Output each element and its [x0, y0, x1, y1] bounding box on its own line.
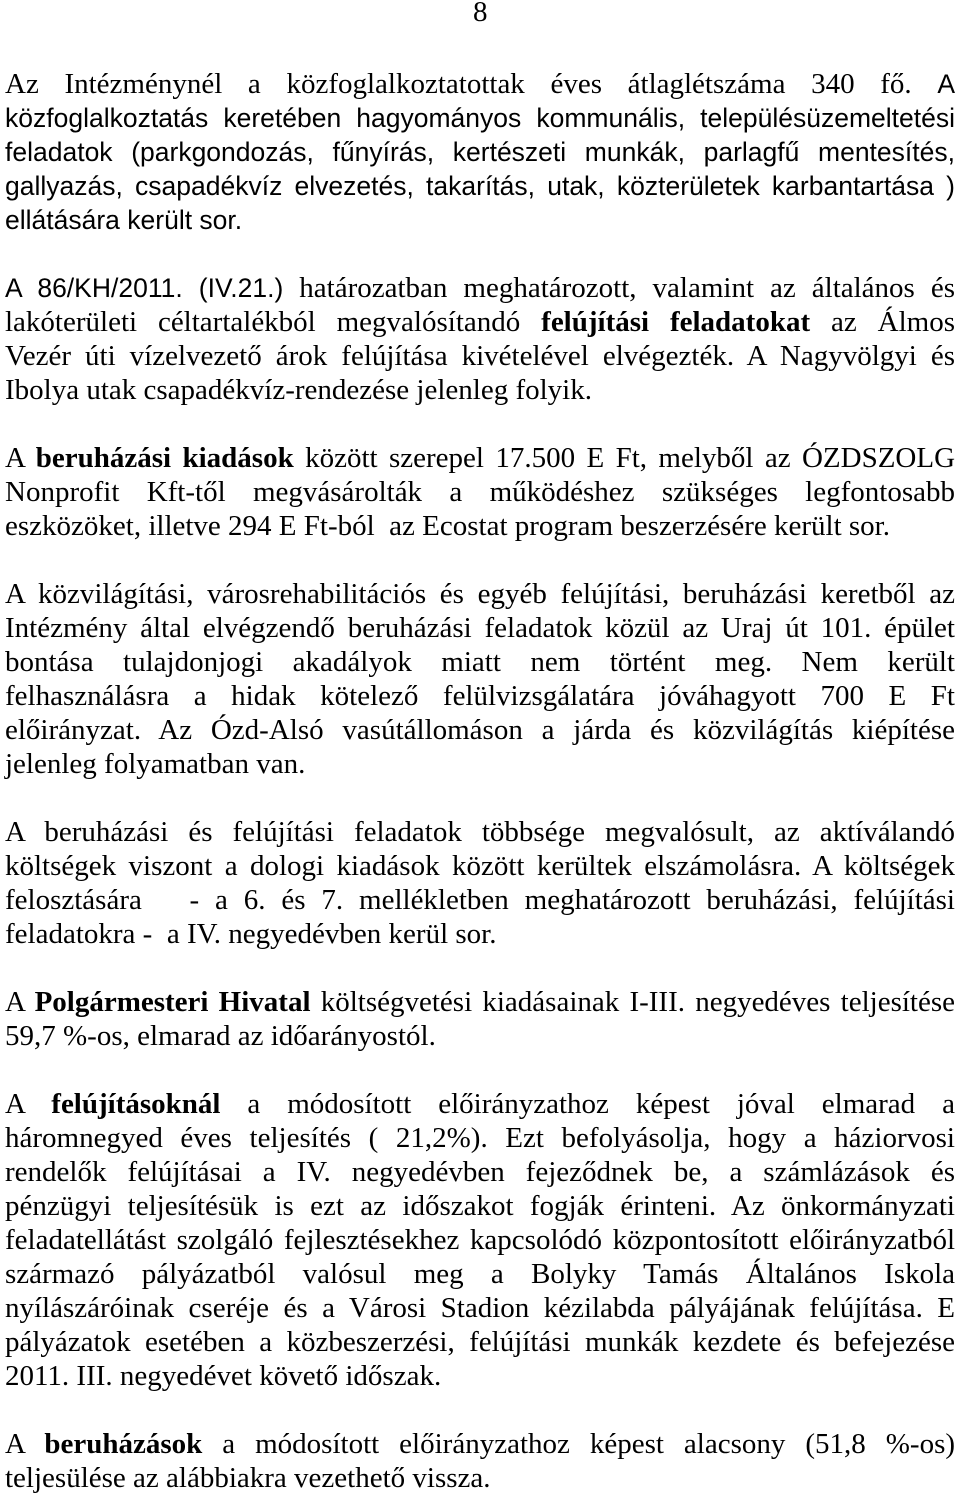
text-run: A 86/KH/2011. (IV.21.) [5, 273, 284, 303]
text-line [5, 747, 955, 781]
bold-text: felújításoknál [51, 1088, 221, 1120]
text-run: pénzügyi teljesítésük is ezt az időszakot fogják érinteni. Az önkormányzati [5, 1190, 955, 1222]
text-line [5, 1427, 955, 1461]
text-run: felhasználásra a hidak kötelező felülvizsgálatára jóváhagyott 700 E Ft [5, 680, 955, 712]
text-run: jelenleg folyamatban van. [5, 748, 306, 780]
text-line [5, 679, 955, 713]
text-line [5, 883, 955, 917]
text-run: Ibolya utak csapadékvíz-rendezése jelenleg folyik. [5, 374, 592, 406]
text-line [5, 849, 955, 883]
text-line [5, 271, 955, 305]
text-run: A [5, 1428, 25, 1460]
text-line [5, 577, 955, 611]
text-line [5, 135, 955, 169]
text-run: bontása tulajdonjogi akadályok miatt nem történt meg. Nem került [5, 646, 955, 678]
text-line [5, 373, 955, 407]
text-run: ellátására került sor. [5, 205, 243, 235]
text-run: háromnegyed éves teljesítés ( 21,2%). Ezt befolyásolja, hogy a háziorvosi [5, 1122, 955, 1154]
text-run: 2011. III. negyedévet követő időszak. [5, 1360, 442, 1392]
text-line [5, 1189, 955, 1223]
text-line [5, 475, 955, 509]
paragraph-renovations [5, 1087, 955, 1393]
text-line [5, 1087, 955, 1121]
paragraph-mayors-office [5, 985, 955, 1053]
text-line [5, 509, 955, 543]
text-line [5, 305, 955, 339]
text-run: a módosított előirányzathoz képest jóval elmarad a [247, 1088, 955, 1120]
document-page [5, 67, 955, 1495]
text-run: A [5, 442, 25, 474]
text-run: A [5, 1088, 25, 1120]
text-line [5, 985, 955, 1019]
text-run: Az Intézménynél a közfoglalkoztatottak éves átlaglétszáma 340 fő. [5, 68, 912, 100]
bold-text: Polgármesteri Hivatal [34, 986, 311, 1018]
text-run: között szerepel 17.500 E Ft, melyből az ÓZDSZOLG [305, 442, 956, 474]
paragraph-investment-expenditures [5, 441, 955, 543]
text-line [5, 67, 955, 101]
text-line [5, 203, 955, 237]
text-line [5, 441, 955, 475]
text-line [5, 1223, 955, 1257]
text-run: 59,7 %-os, elmarad az időarányostól. [5, 1020, 436, 1052]
text-run: pályázatok esetében a közbeszerzési, felújítási munkák kezdete és befejezése [5, 1326, 955, 1358]
text-run: rendelők felújításai a IV. negyedévben fejeződnek be, a számlázások és [5, 1156, 955, 1188]
text-run: feladatok (parkgondozás, fűnyírás, kertészeti munkák, parlagfű mentesítés, [5, 137, 955, 167]
text-line [5, 1257, 955, 1291]
text-line [5, 1461, 955, 1495]
text-run: Nonprofit Kft-től megvásárolták a működéshez szükséges legfontosabb [5, 476, 955, 508]
text-line [5, 339, 955, 373]
paragraph-renovation-tasks [5, 271, 955, 407]
text-line [5, 1291, 955, 1325]
text-run: feladatokra - a IV. negyedévben kerül sor. [5, 918, 497, 950]
text-run: A [5, 986, 25, 1018]
text-run: közfoglalkoztatás keretében hagyományos kommunális, településüzemeltetési [5, 103, 955, 133]
text-run: előirányzat. Az Ózd-Alsó vasútállomáson a járda és közvilágítás kiépítése [5, 714, 955, 746]
text-run: a módosított előirányzathoz képest alacsony (51,8 %-os) [222, 1428, 956, 1460]
text-line [5, 815, 955, 849]
text-run: költségek viszont a dologi kiadások között kerültek elszámolásra. A költségek [5, 850, 955, 882]
text-run: Vezér úti vízelvezető árok felújítása kivételével elvégezték. A Nagyvölgyi és [5, 340, 955, 372]
text-run: határozatban meghatározott, valamint az általános és [299, 272, 955, 304]
text-line [5, 1325, 955, 1359]
text-run: költségvetési kiadásainak I-III. negyedéves teljesítése [320, 986, 956, 1018]
paragraph-capitalized-costs [5, 815, 955, 951]
paragraph-public-works-staff [5, 67, 955, 237]
paragraph-investments [5, 1427, 955, 1495]
text-run: feladatellátást szolgáló fejlesztésekhez kapcsolódó központosított előirányzatból [5, 1224, 955, 1256]
page-number: 8 [473, 0, 488, 28]
text-line [5, 713, 955, 747]
text-run: Intézmény által elvégzendő beruházási feladatok közül az Uraj út 101. épület [5, 612, 955, 644]
text-line [5, 1359, 955, 1393]
text-run: A [937, 69, 955, 99]
text-line [5, 169, 955, 203]
text-run: eszközöket, illetve 294 E Ft-ból az Ecostat program beszerzésére került sor. [5, 510, 890, 542]
text-run: az Álmos [831, 306, 956, 338]
text-line [5, 917, 955, 951]
text-run: lakóterületi céltartalékból megvalósítandó [5, 306, 521, 338]
bold-text: beruházási kiadások [35, 442, 294, 474]
text-run: származó pályázatból valósul meg a Bolyky Tamás Általános Iskola [5, 1258, 955, 1290]
bold-text: felújítási feladatokat [541, 306, 811, 338]
text-line [5, 645, 955, 679]
paragraph-lighting-rehabilitation [5, 577, 955, 781]
text-run: teljesülése az alábbiakra vezethető vissza. [5, 1462, 491, 1494]
text-line [5, 1155, 955, 1189]
text-line [5, 1019, 955, 1053]
text-run: nyílászáróinak cseréje és a Városi Stadion kézilabda pályájának felújítása. E [5, 1292, 955, 1324]
text-run: A közvilágítási, városrehabilitációs és egyéb felújítási, beruházási keretből az [5, 578, 955, 610]
text-line [5, 101, 955, 135]
text-line [5, 1121, 955, 1155]
text-line [5, 611, 955, 645]
bold-text: beruházások [44, 1428, 203, 1460]
text-run: A beruházási és felújítási feladatok többsége megvalósult, az aktíválandó [5, 816, 955, 848]
text-run: gallyazás, csapadékvíz elvezetés, takarítás, utak, közterületek karbantartása ) [5, 171, 955, 201]
text-run: felosztására - a 6. és 7. mellékletben meghatározott beruházási, felújítási [5, 884, 955, 916]
